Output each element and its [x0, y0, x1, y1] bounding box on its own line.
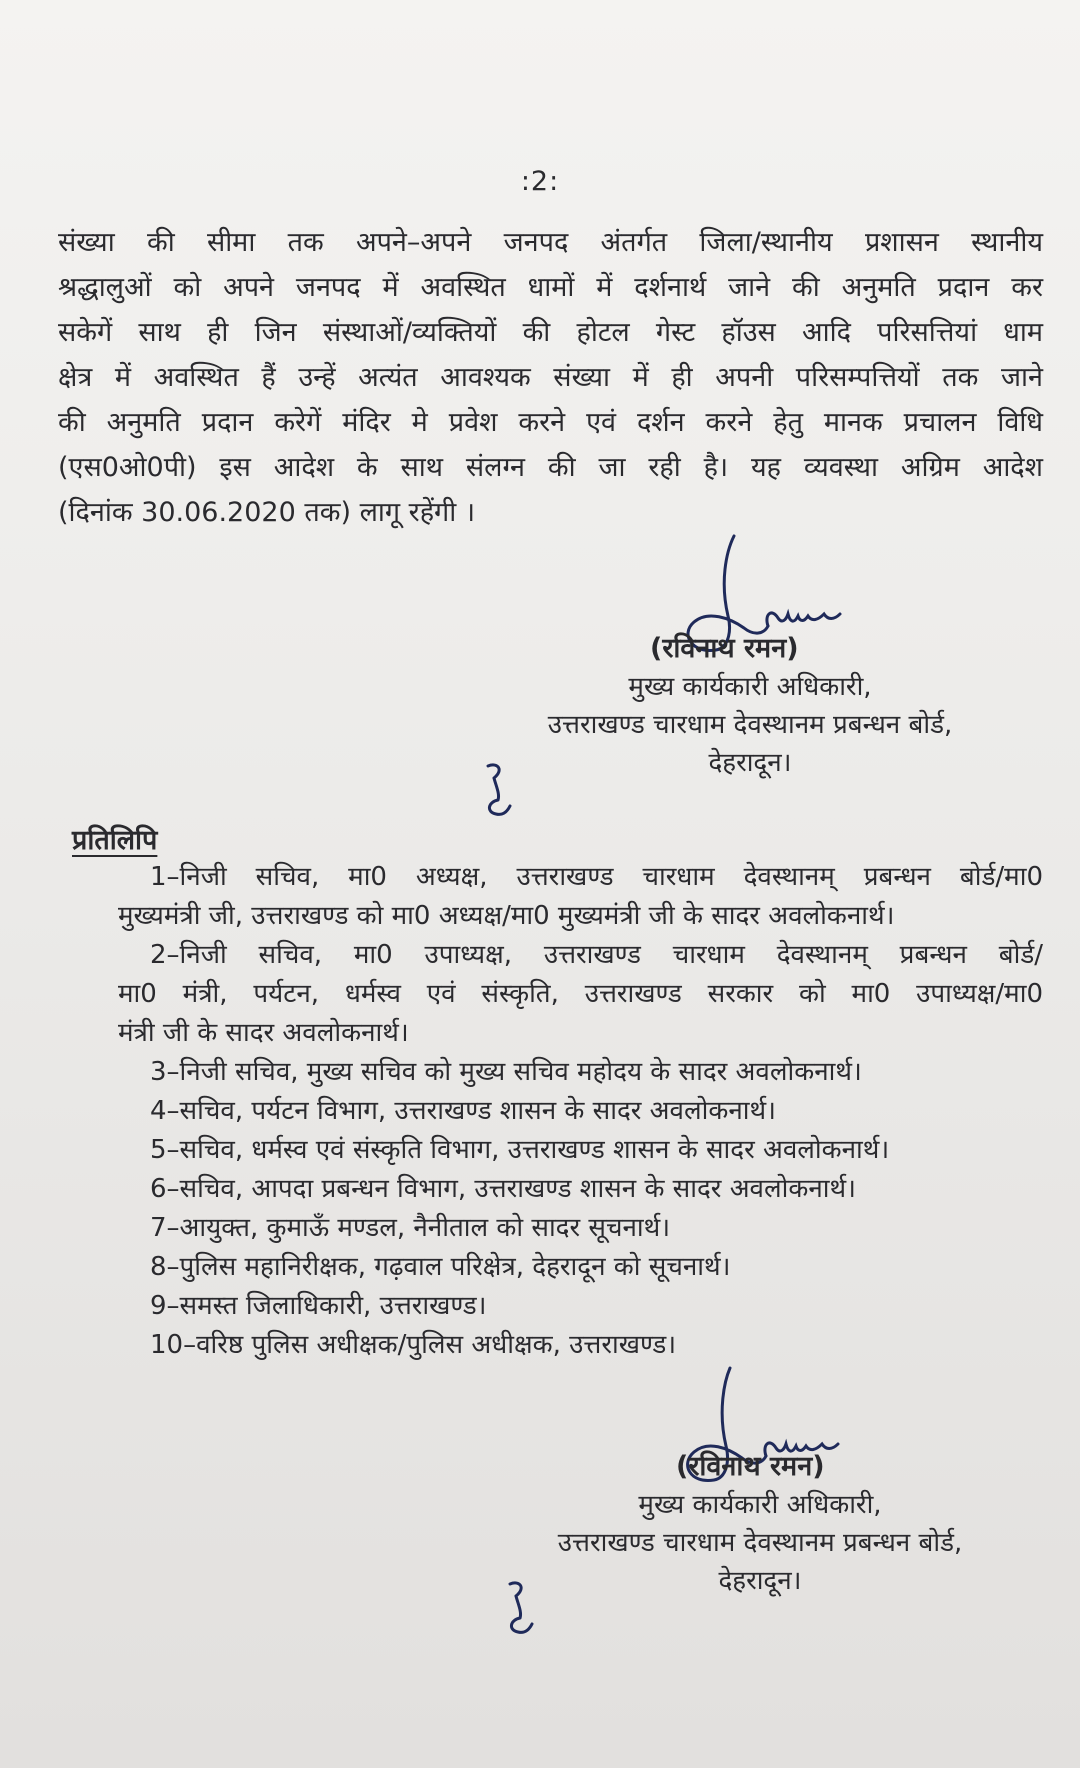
copy-list-line: मुख्यमंत्री जी, उत्तराखण्ड को मा0 अध्यक्ष/मा0 मुख्यमंत्री जी के सादर अवलोकनार्थ।	[118, 901, 895, 931]
signatory-name: (रविनाथ रमन)	[650, 633, 799, 664]
body-line: सकेगें साथ ही जिन संस्थाओं/व्यक्तियों की होटल गेस्ट हॉउस आदि परिसत्तियां धाम	[58, 317, 1043, 348]
copy-heading: प्रतिलिपि	[72, 825, 158, 856]
signatory-designation: मुख्य कार्यकारी अधिकारी,	[638, 1490, 882, 1520]
copy-list-line: 2–निजी सचिव, मा0 उपाध्यक्ष, उत्तराखण्ड चारधाम देवस्थानम् प्रबन्धन बोर्ड/	[150, 940, 1043, 970]
copy-list-line: 6–सचिव, आपदा प्रबन्धन विभाग, उत्तराखण्ड शासन के सादर अवलोकनार्थ।	[150, 1174, 856, 1204]
signatory-organization: उत्तराखण्ड चारधाम देवस्थानम प्रबन्धन बोर्ड,	[557, 1528, 963, 1558]
body-line: (एस0ओ0पी) इस आदेश के साथ संलग्न की जा रही है। यह व्यवस्था अग्रिम आदेश	[58, 452, 1043, 483]
signatory-place: देहरादून।	[708, 748, 792, 778]
copy-list-line: 8–पुलिस महानिरीक्षक, गढ़वाल परिक्षेत्र, देहरादून को सूचनार्थ।	[150, 1252, 731, 1282]
handwritten-initial	[500, 1578, 550, 1642]
body-line: क्षेत्र में अवस्थित हैं उन्हें अत्यंत आवश्यक संख्या में ही अपनी परिसम्पत्तियों तक जाने	[58, 362, 1043, 393]
copy-list-line: 1–निजी सचिव, मा0 अध्यक्ष, उत्तराखण्ड चारधाम देवस्थानम् प्रबन्धन बोर्ड/मा0	[150, 862, 1043, 892]
copy-list-line: 10–वरिष्ठ पुलिस अधीक्षक/पुलिस अधीक्षक, उत्तराखण्ड।	[150, 1330, 677, 1360]
copy-list-line: 9–समस्त जिलाधिकारी, उत्तराखण्ड।	[150, 1291, 487, 1321]
copy-list-line: 4–सचिव, पर्यटन विभाग, उत्तराखण्ड शासन के सादर अवलोकनार्थ।	[150, 1096, 776, 1126]
body-line: श्रद्धालुओं को अपने जनपद में अवस्थित धामों में दर्शनार्थ जाने की अनुमति प्रदान कर	[58, 272, 1043, 303]
copy-list-line: 7–आयुक्त, कुमाऊँ मण्डल, नैनीताल को सादर सूचनार्थ।	[150, 1213, 671, 1243]
page-number: :2:	[520, 166, 560, 197]
signature-block-2	[530, 1448, 990, 1600]
copy-list-line: मंत्री जी के सादर अवलोकनार्थ।	[118, 1018, 409, 1048]
handwritten-initial	[478, 760, 528, 824]
body-line: की अनुमति प्रदान करेगें मंदिर मे प्रवेश करने एवं दर्शन करने हेतु मानक प्रचालन विधि	[58, 407, 1043, 438]
signatory-place: देहरादून।	[718, 1566, 802, 1596]
body-line: (दिनांक 30.06.2020 तक) लागू रहेंगी ।	[58, 497, 476, 528]
signatory-name: (रविनाथ रमन)	[676, 1451, 825, 1482]
copy-list-line: 5–सचिव, धर्मस्व एवं संस्कृति विभाग, उत्तराखण्ड शासन के सादर अवलोकनार्थ।	[150, 1135, 890, 1165]
body-paragraph	[58, 220, 1043, 535]
copy-list-line: मा0 मंत्री, पर्यटन, धर्मस्व एवं संस्कृति, उत्तराखण्ड सरकार को मा0 उपाध्यक्ष/मा0	[118, 979, 1043, 1009]
signatory-organization: उत्तराखण्ड चारधाम देवस्थानम प्रबन्धन बोर्ड,	[547, 710, 953, 740]
signature-block-1	[520, 630, 980, 782]
signatory-designation: मुख्य कार्यकारी अधिकारी,	[628, 672, 872, 702]
copy-list	[118, 858, 1043, 1365]
body-line: संख्या की सीमा तक अपने–अपने जनपद अंतर्गत जिला/स्थानीय प्रशासन स्थानीय	[58, 227, 1043, 258]
copy-list-line: 3–निजी सचिव, मुख्य सचिव को मुख्य सचिव महोदय के सादर अवलोकनार्थ।	[150, 1057, 862, 1087]
